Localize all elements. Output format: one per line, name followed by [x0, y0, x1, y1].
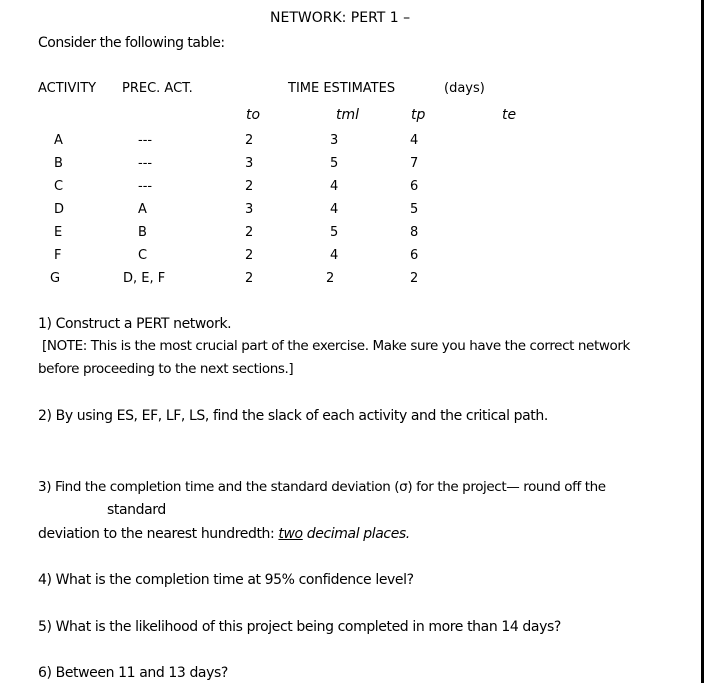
cell-activity: A: [54, 133, 63, 148]
cell-prec: C: [138, 248, 148, 263]
question-3-line-3: [38, 527, 410, 541]
question-3-line-1: 3) Find the completion time and the standard deviation (σ) for the project— round off the: [38, 479, 606, 495]
cell-activity: F: [54, 248, 62, 263]
cell-to: 2: [245, 225, 254, 240]
cell-tml: 4: [330, 202, 339, 217]
cell-prec: D, E, F: [123, 271, 166, 286]
header-time-estimates: TIME ESTIMATES: [288, 81, 396, 96]
cell-to: 2: [245, 133, 254, 148]
cell-to: 2: [245, 179, 254, 194]
cell-prec: A: [138, 202, 147, 217]
cell-tp: 6: [410, 179, 419, 194]
cell-tp: 6: [410, 248, 419, 263]
subheader-te: te: [502, 107, 517, 123]
cell-tp: 4: [410, 133, 419, 148]
intro-text: Consider the following table:: [38, 35, 225, 51]
question-6: 6) Between 11 and 13 days?: [38, 665, 228, 681]
header-prec-act: PREC. ACT.: [122, 81, 193, 96]
question-3-prefix: deviation to the nearest hundredth:: [38, 526, 275, 542]
page-title: NETWORK: PERT 1 –: [270, 10, 411, 26]
cell-activity: G: [50, 271, 61, 286]
cell-tml: 5: [330, 225, 339, 240]
page-edge-border: [701, 0, 704, 683]
header-days: (days): [444, 81, 485, 96]
question-3-decimal: decimal places.: [306, 526, 410, 542]
cell-activity: E: [54, 225, 63, 240]
cell-to: 3: [245, 156, 254, 171]
subheader-tp: tp: [411, 107, 426, 123]
note-line-2: before proceeding to the next sections.]: [38, 361, 294, 377]
question-3-two: two: [278, 526, 303, 542]
question-1: 1) Construct a PERT network.: [38, 316, 232, 332]
question-3-line-2: standard: [107, 502, 166, 518]
header-activity: ACTIVITY: [38, 81, 97, 96]
note-line-1: [NOTE: This is the most crucial part of the exercise. Make sure you have the correct network: [42, 338, 630, 354]
cell-tml: 5: [330, 156, 339, 171]
subheader-tml: tml: [336, 107, 360, 123]
cell-tp: 5: [410, 202, 419, 217]
question-4: 4) What is the completion time at 95% confidence level?: [38, 572, 414, 588]
cell-tml: 4: [330, 179, 339, 194]
cell-activity: D: [54, 202, 65, 217]
question-2: 2) By using ES, EF, LF, LS, find the slack of each activity and the critical path.: [38, 408, 548, 424]
cell-tp: 8: [410, 225, 419, 240]
question-5: 5) What is the likelihood of this project being completed in more than 14 days?: [38, 619, 561, 635]
cell-prec: ---: [138, 179, 153, 194]
cell-prec: B: [138, 225, 147, 240]
cell-to: 2: [245, 271, 254, 286]
cell-tp: 7: [410, 156, 419, 171]
subheader-to: to: [246, 107, 261, 123]
cell-prec: ---: [138, 133, 153, 148]
cell-prec: ---: [138, 156, 153, 171]
cell-tp: 2: [410, 271, 419, 286]
cell-tml: 2: [326, 271, 335, 286]
cell-to: 2: [245, 248, 254, 263]
cell-activity: B: [54, 156, 63, 171]
cell-to: 3: [245, 202, 254, 217]
cell-tml: 3: [330, 133, 339, 148]
cell-tml: 4: [330, 248, 339, 263]
cell-activity: C: [54, 179, 64, 194]
